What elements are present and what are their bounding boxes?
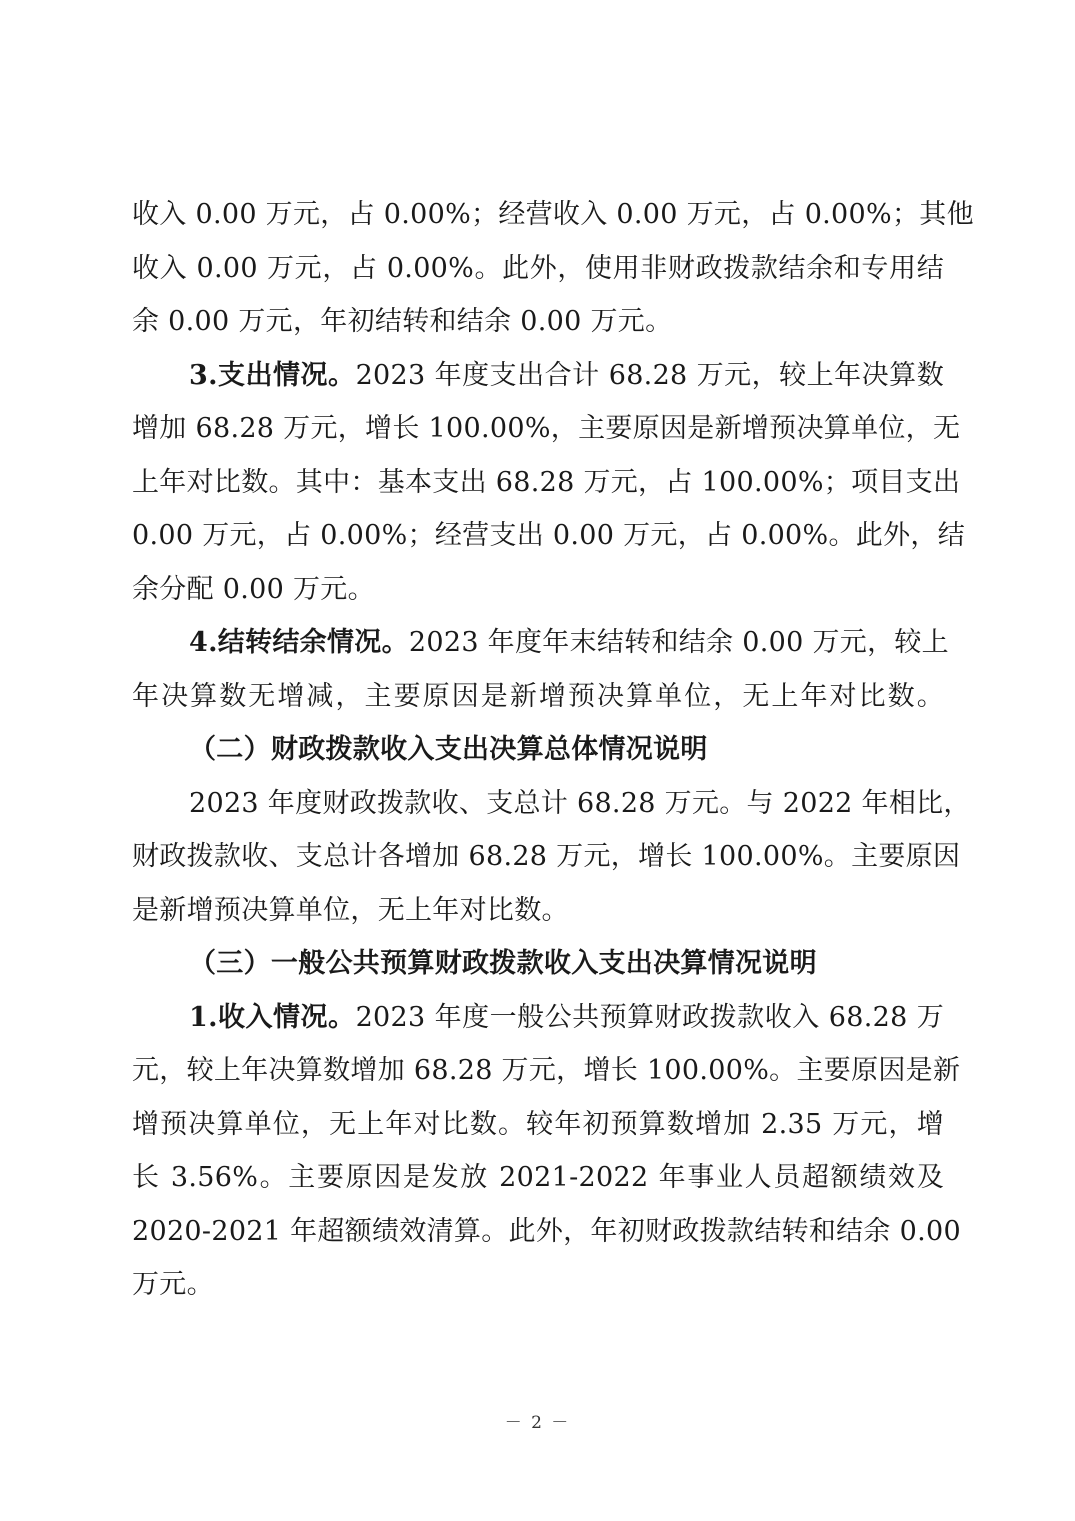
paragraph-fiscal-overview <box>132 777 971 938</box>
text-line: 万元。 <box>132 1269 214 1300</box>
text-line: 增预决算单位，无上年对比数。较年初预算数增加 2.35 万元，增 <box>132 1108 944 1140</box>
text-line: 收入 0.00 万元，占 0.00%；经营收入 0.00 万元，占 0.00%；其他 <box>132 199 974 230</box>
section-heading: （三）一般公共预算财政拨款收入支出决算情况说明 <box>189 948 817 979</box>
text-line <box>132 349 944 403</box>
text-line: 财政拨款收、支总计各增加 68.28 万元，增长 100.00%。主要原因 <box>132 841 961 872</box>
document-body <box>132 188 974 1312</box>
paragraph-lead: 4.结转结余情况。 <box>189 627 409 658</box>
text-line <box>132 991 944 1045</box>
text-line: 0.00 万元，占 0.00%；经营支出 0.00 万元，占 0.00%。此外，结 <box>132 520 965 551</box>
text-line: 余 0.00 万元，年初结转和结余 0.00 万元。 <box>132 306 673 337</box>
text-line: 年决算数无增减，主要原因是新增预决算单位，无上年对比数。 <box>132 680 944 712</box>
text-line: 2023 年度财政拨款收、支总计 68.28 万元。与 2022 年相比， <box>189 787 971 819</box>
text-line: 是新增预决算单位，无上年对比数。 <box>132 894 569 926</box>
text-line <box>132 616 949 670</box>
text-line-content: 2023 年度一般公共预算财政拨款收入 68.28 万 <box>355 1001 944 1033</box>
text-line: 2020-2021 年超额绩效清算。此外，年初财政拨款结转和结余 0.00 <box>132 1215 961 1247</box>
text-line: 收入 0.00 万元，占 0.00%。此外，使用非财政拨款结余和专用结 <box>132 252 944 284</box>
paragraph-lead: 3.支出情况。 <box>189 359 356 391</box>
paragraph-income <box>132 991 961 1312</box>
page-number: － 2 － <box>504 1413 571 1433</box>
text-line: 上年对比数。其中：基本支出 68.28 万元，占 100.00%；项目支出 <box>132 466 961 498</box>
text-line-content: 2023 年度年末结转和结余 0.00 万元，较上 <box>408 627 949 658</box>
text-line: 元，较上年决算数增加 68.28 万元，增长 100.00%。主要原因是新 <box>132 1055 961 1086</box>
text-line: 长 3.56%。主要原因是发放 2021-2022 年事业人员超额绩效及 <box>132 1162 944 1193</box>
text-line: 增加 68.28 万元，增长 100.00%，主要原因是新增预决算单位，无 <box>132 413 961 444</box>
paragraph-lead: 1.收入情况。 <box>189 1001 356 1033</box>
paragraph-expenditure <box>132 349 965 617</box>
paragraph-other-income <box>132 188 974 349</box>
text-line: 余分配 0.00 万元。 <box>132 573 375 605</box>
section-heading: （二）财政拨款收入支出决算总体情况说明 <box>189 734 708 765</box>
text-line-content: 2023 年度支出合计 68.28 万元，较上年决算数 <box>355 359 944 391</box>
paragraph-carryover <box>132 616 949 723</box>
